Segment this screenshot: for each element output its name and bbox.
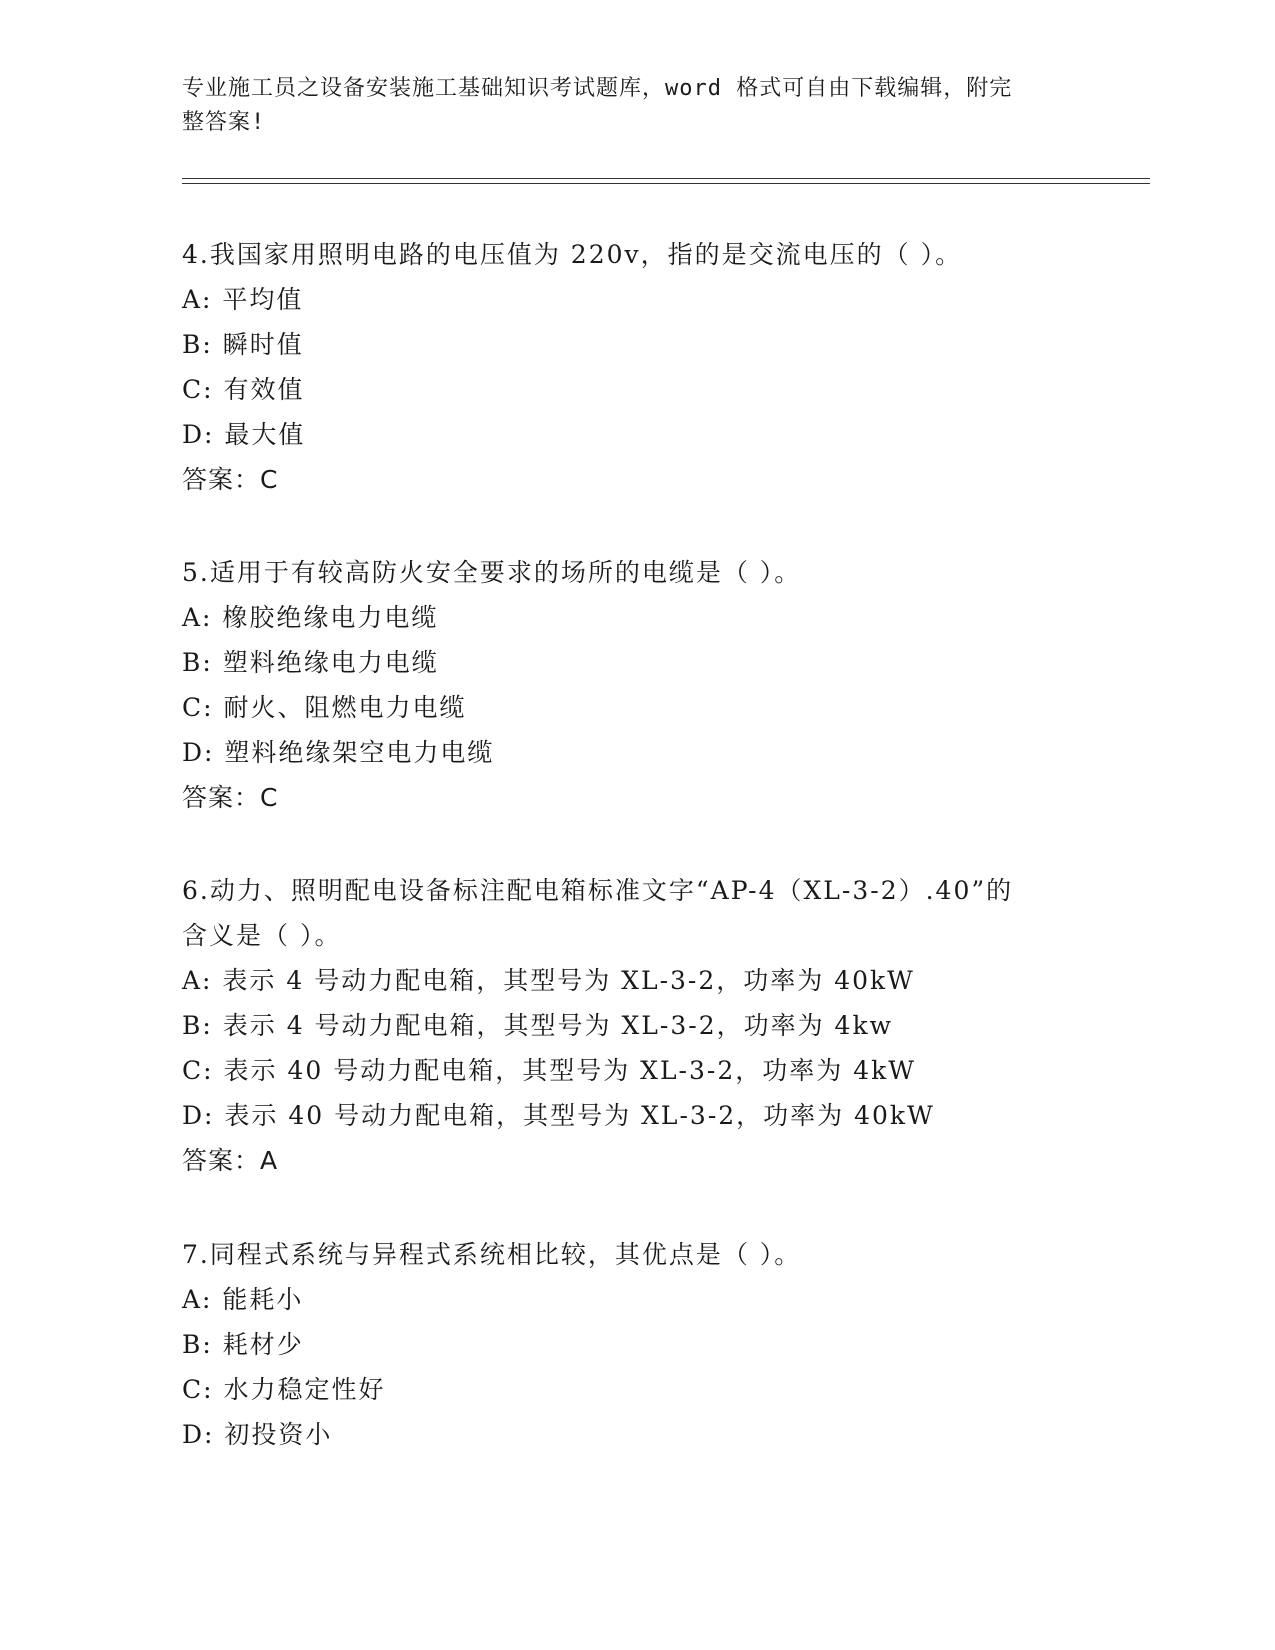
option-c: C: 有效值 [182,375,305,404]
option-d: D: 初投资小 [182,1420,333,1449]
question-stem: 7.同程式系统与异程式系统相比较，其优点是（ ）。 [182,1240,802,1269]
option-d: D: 塑料绝缘架空电力电缆 [182,738,495,767]
option-a: A: 橡胶绝缘电力电缆 [182,603,439,632]
header-divider-top [182,178,1150,179]
option-c: C: 耐火、阻燃电力电缆 [182,693,467,722]
question-4 [182,232,1082,502]
question-7 [182,1232,1082,1457]
option-b: B: 耗材少 [182,1330,304,1359]
option-d: D: 表示 40 号动力配电箱，其型号为 XL-3-2，功率为 40kW [182,1101,935,1130]
question-stem: 4.我国家用照明电路的电压值为 220v，指的是交流电压的（ ）。 [182,240,963,269]
question-5 [182,550,1082,820]
header-line-1: 专业施工员之设备安装施工基础知识考试题库，word 格式可自由下载编辑，附完 [182,76,1013,101]
option-a: A: 能耗小 [182,1285,304,1314]
option-c: C: 表示 40 号动力配电箱，其型号为 XL-3-2，功率为 4kW [182,1056,916,1085]
header-divider-bottom [182,183,1150,184]
option-a: A: 平均值 [182,285,304,314]
option-b: B: 瞬时值 [182,330,304,359]
answer-line: 答案：A [182,1146,279,1175]
header-line-2: 整答案! [182,110,266,135]
question-6 [182,868,1082,1183]
option-c: C: 水力稳定性好 [182,1375,386,1404]
option-b: B: 表示 4 号动力配电箱，其型号为 XL-3-2，功率为 4kw [182,1011,893,1040]
question-stem-line-1: 6.动力、照明配电设备标注配电箱标准文字“AP-4（XL-3-2）.40”的 [182,876,1014,905]
option-b: B: 塑料绝缘电力电缆 [182,648,439,677]
option-d: D: 最大值 [182,420,306,449]
question-stem: 5.适用于有较高防火安全要求的场所的电缆是（ ）。 [182,558,802,587]
option-a: A: 表示 4 号动力配电箱，其型号为 XL-3-2，功率为 40kW [182,966,915,995]
document-header [182,72,1062,140]
question-stem-line-2: 含义是（ ）。 [182,921,342,950]
answer-line: 答案：C [182,783,279,812]
answer-line: 答案：C [182,465,279,494]
